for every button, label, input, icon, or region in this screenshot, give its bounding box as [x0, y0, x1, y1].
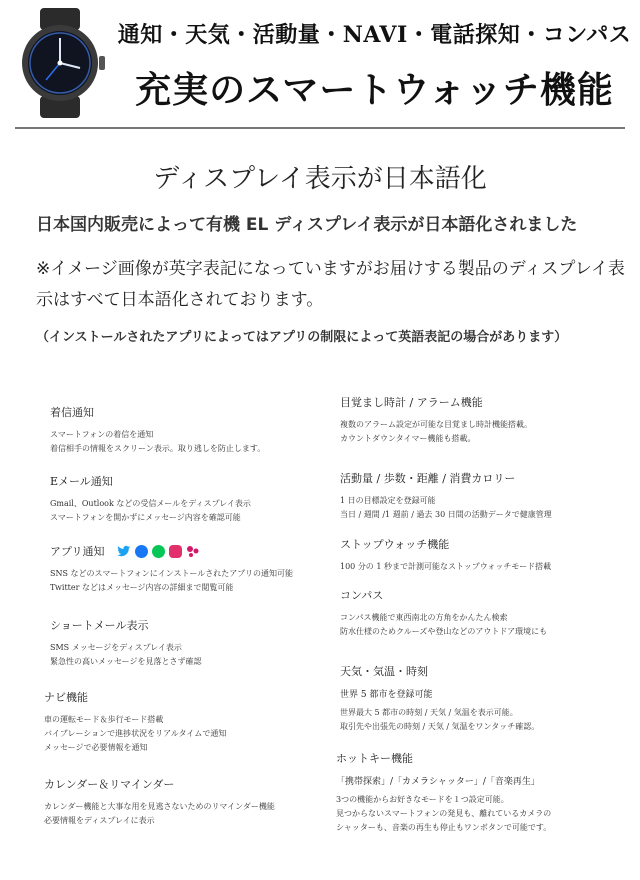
feature-title: 着信通知 [50, 406, 94, 419]
feature-line: カレンダー機能と大事な用を見逃さないためのリマインダー機能 [44, 802, 275, 811]
feature-title: コンパス [340, 589, 384, 602]
feature-line: 防水仕様のためクルーズや登山などのアウトドア環境にも [340, 627, 548, 636]
feature-line: 必要情報をディスプレイに表示 [44, 816, 155, 825]
parenthetical-note: （インストールされたアプリによってはアプリの制限によって英語表記の場合があります） [36, 330, 568, 345]
feature-line: 着信相手の情報をスクリーン表示。取り逃しを防止します。 [50, 444, 266, 453]
section-title: ディスプレイ表示が日本語化 [153, 164, 487, 194]
feature-subtitle: 世界 5 都市を登録可能 [340, 690, 433, 700]
feature-line: SMS メッセージをディスプレイ表示 [50, 643, 182, 652]
feature-line: 取引先や出張先の時刻 / 天気 / 気温をワンタッチ確認。 [340, 722, 540, 731]
feature-stopwatch [340, 536, 551, 574]
feature-title: ショートメール表示 [50, 619, 149, 632]
feature-call-notification [50, 404, 265, 456]
feature-email-notification [50, 473, 251, 525]
feature-title: ホットキー機能 [336, 752, 413, 765]
feature-navi [44, 689, 226, 755]
facebook-icon [135, 545, 148, 558]
feature-title: 活動量 / 歩数・距離 / 消費カロリー [340, 472, 516, 485]
feature-line: メッセージで必要情報を通知 [44, 743, 148, 752]
feature-calendar [44, 776, 275, 828]
header-title: 充実のスマートウォッチ機能 [135, 69, 614, 111]
feature-line: 車の運転モード＆歩行モード搭載 [44, 715, 164, 724]
feature-activity [340, 470, 552, 522]
feature-sms [50, 617, 202, 669]
feature-line: スマートフォンの着信を通知 [50, 430, 154, 439]
line-icon [152, 545, 165, 558]
lead-text: 日本国内販売によって有機 EL ディスプレイ表示が日本語化されました [36, 215, 578, 235]
feature-title: 天気・気温・時刻 [340, 665, 428, 678]
feature-line: スマートフォンを開かずにメッセージ内容を確認可能 [50, 513, 241, 522]
feature-alarm [340, 394, 532, 446]
feature-compass [340, 587, 547, 639]
feature-hotkey [336, 750, 551, 835]
watch-icon [10, 8, 110, 118]
feature-line: Twitter などはメッセージ内容の詳細まで閲覧可能 [50, 583, 234, 592]
feature-line: Gmail、Outlook などの受信メールをディスプレイ表示 [50, 499, 251, 508]
feature-app-notification [50, 543, 293, 595]
note-text: ※イメージ画像が英字表記になっていますがお届けする製品のディスプレイ表示はすべて日本語化されております。 [36, 259, 625, 310]
sns-icons [117, 545, 200, 558]
feature-line: 世界最大 5 都市の時刻 / 天気 / 気温を表示可能。 [340, 708, 518, 717]
feature-line: 当日 / 週間 /1 週前 / 過去 30 日間の活動データで健康管理 [340, 510, 552, 519]
feature-title: Eメール通知 [50, 475, 113, 488]
feature-line: 3つの機能からお好きなモードを１つ設定可能。 [336, 795, 509, 804]
feature-line: 見つからないスマートフォンの発見も、離れているカメラの [336, 809, 552, 818]
feature-line: コンパス機能で東西南北の方角をかんたん検索 [340, 613, 508, 622]
kakao-dots-icon [186, 545, 200, 558]
feature-title: 目覚まし時計 / アラーム機能 [340, 396, 483, 409]
feature-title: ストップウォッチ機能 [340, 538, 450, 551]
feature-line: 緊急性の高いメッセージを見落とさず確認 [50, 657, 202, 666]
feature-line: 1 日の目標設定を登録可能 [340, 496, 436, 505]
feature-line: 100 分の 1 秒まで計測可能なストップウォッチモード搭載 [340, 562, 552, 571]
feature-line: バイブレーションで進捗状況をリアルタイムで通知 [44, 729, 227, 738]
header-subtitle: 通知・天気・活動量・NAVI・電話探知・コンパス [117, 22, 632, 48]
feature-line: カウントダウンタイマー機能も搭載。 [340, 434, 476, 443]
header-divider [15, 127, 625, 129]
feature-weather [340, 663, 539, 734]
feature-title: カレンダー＆リマインダー [44, 778, 175, 791]
feature-subtitle: 「携帯探索」/「カメラシャッター」/「音楽再生」 [336, 777, 540, 787]
feature-line: 複数のアラーム設定が可能な目覚まし時計機能搭載。 [340, 420, 532, 429]
feature-line: SNS などのスマートフォンにインストールされたアプリの通知可能 [50, 569, 293, 578]
feature-title: アプリ通知 [50, 545, 105, 558]
feature-line: シャッターも、音楽の再生も停止もワンボタンで可能です。 [336, 823, 552, 832]
header-banner [0, 0, 640, 128]
feature-title: ナビ機能 [44, 691, 88, 704]
instagram-icon [169, 545, 182, 558]
twitter-icon [117, 545, 131, 558]
